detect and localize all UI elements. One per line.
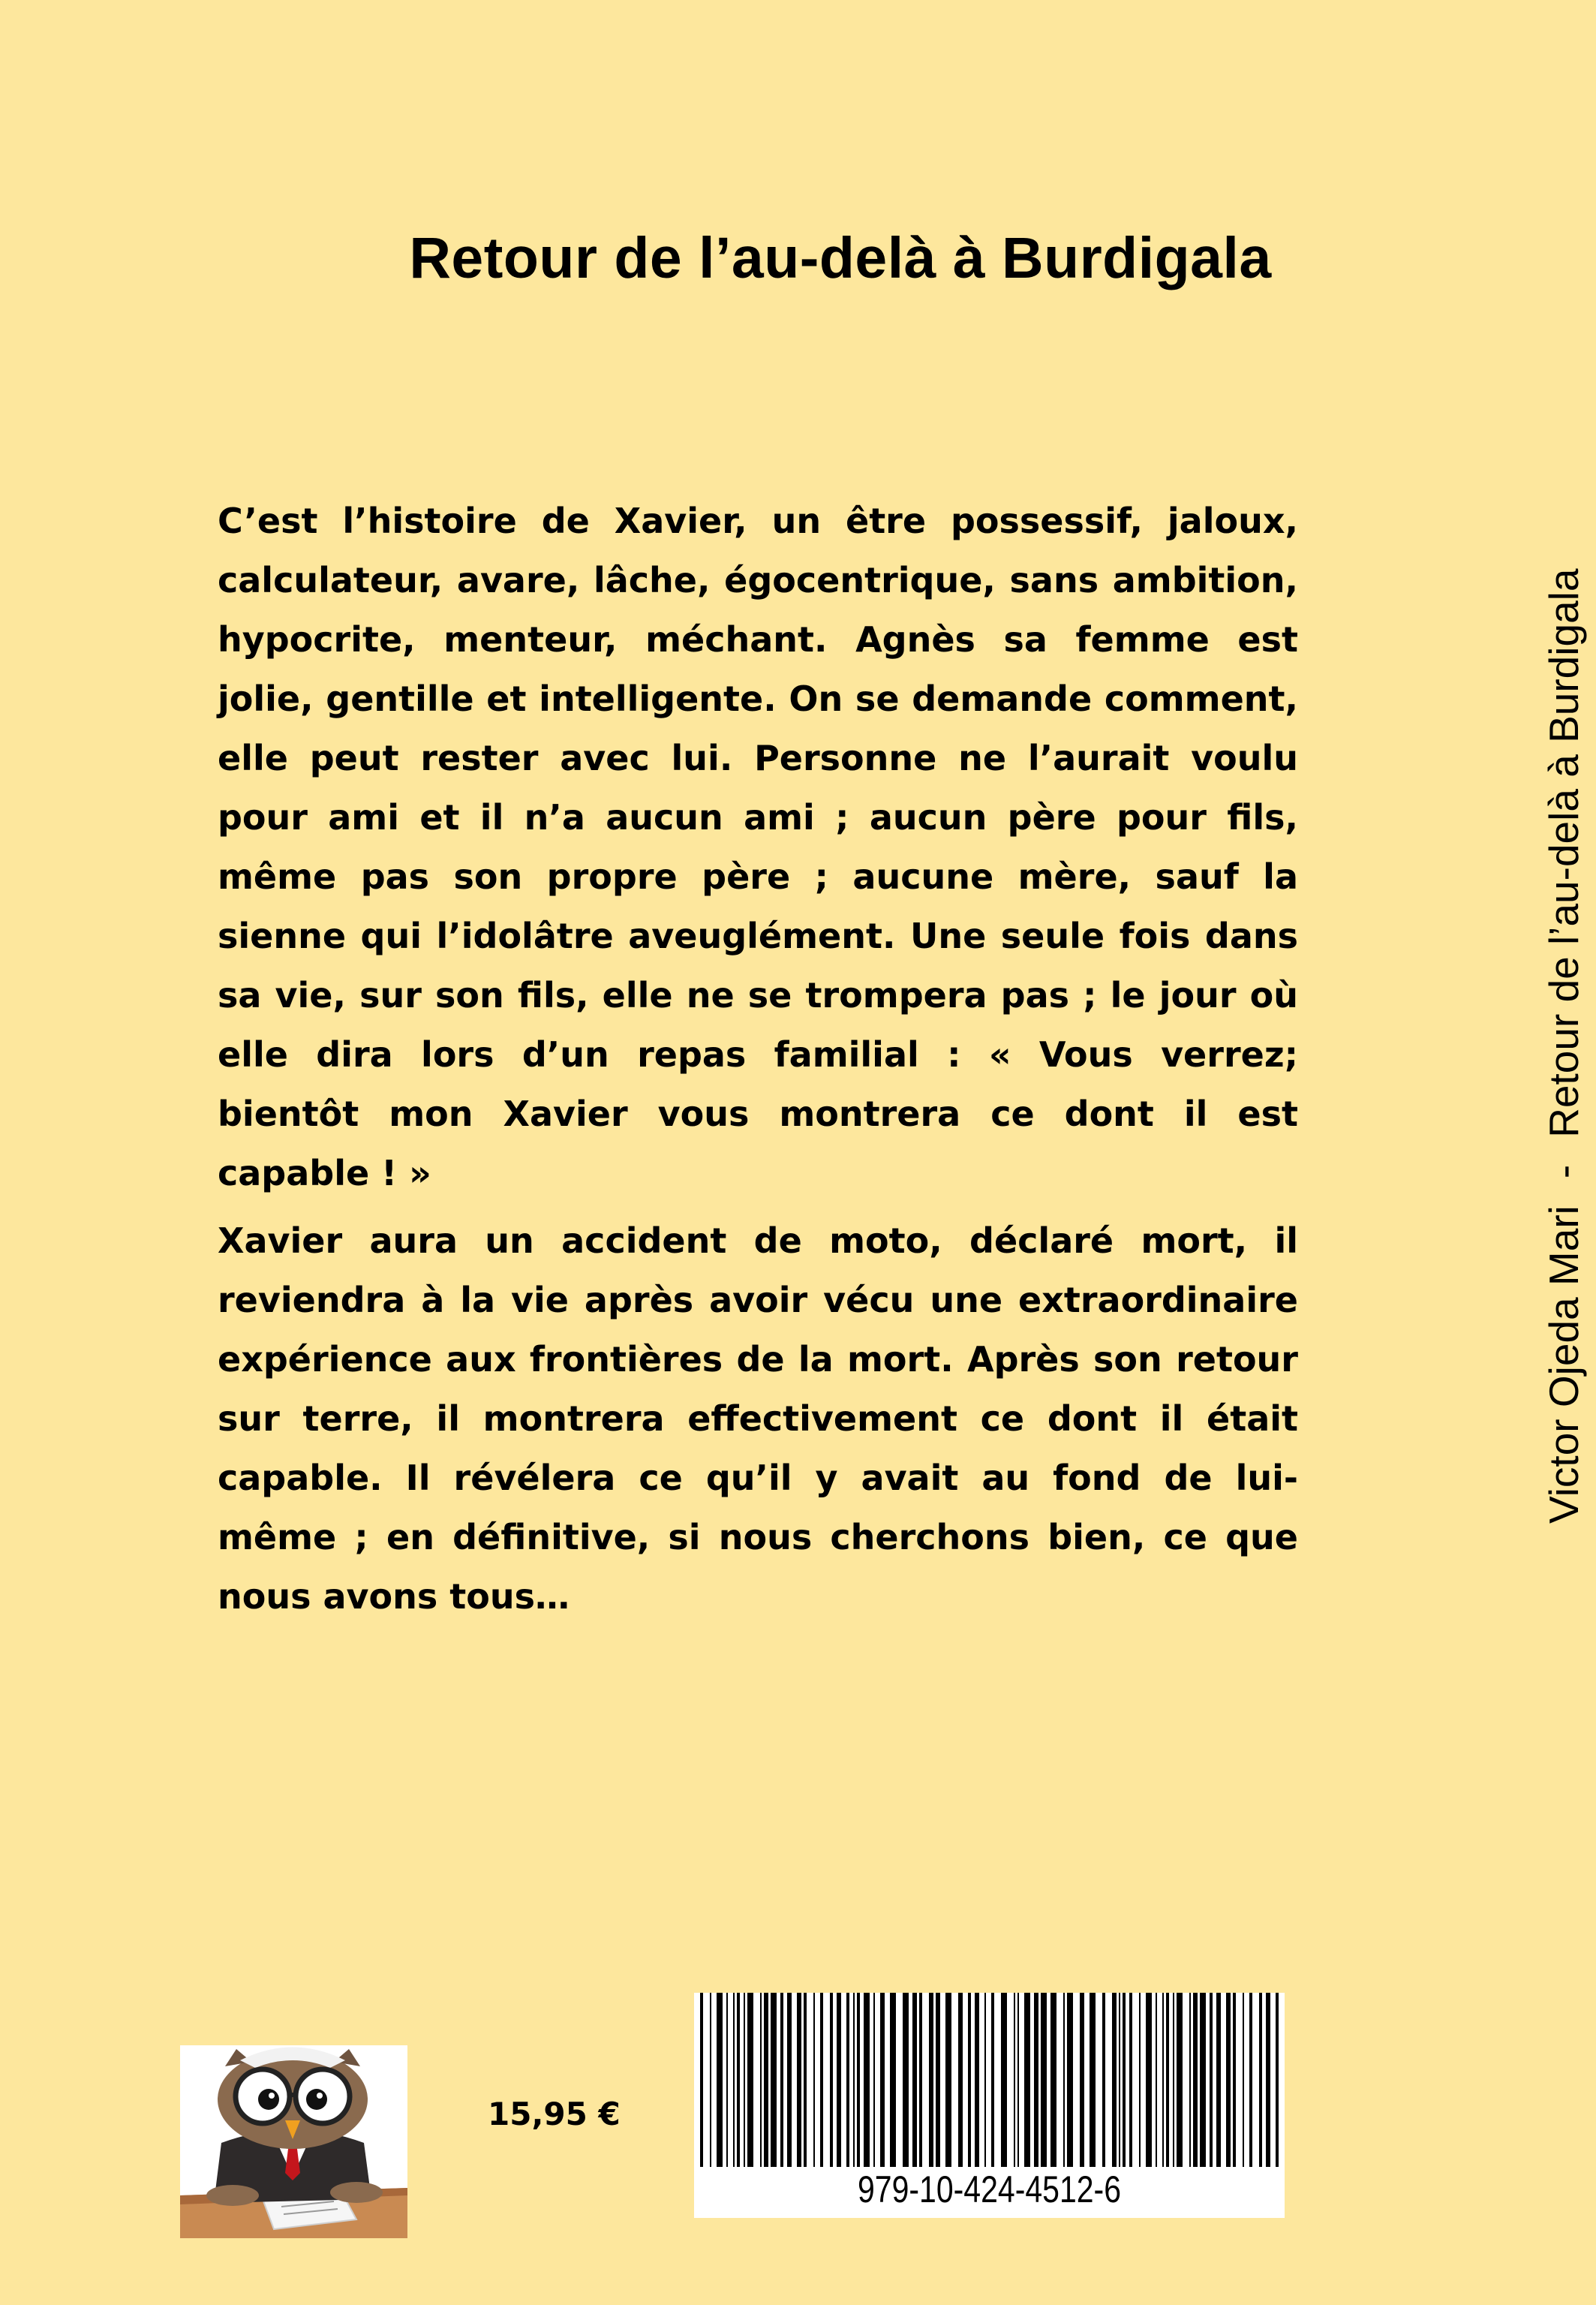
barcode-bar: [919, 1993, 922, 2167]
barcode-bar: [737, 1993, 740, 2167]
barcode-bar: [1063, 1993, 1065, 2167]
barcode-bar: [1129, 1993, 1132, 2167]
barcode-bar: [1067, 1993, 1073, 2167]
barcode-bar: [700, 1993, 703, 2167]
barcode-bar: [837, 1993, 841, 2167]
price-label: 15,95 €: [488, 2096, 621, 2132]
barcode-bar: [864, 1993, 870, 2167]
barcode-bar: [797, 1993, 801, 2167]
barcode-bar: [1249, 1993, 1252, 2167]
book-title: Retour de l’au-delà à Burdigala: [409, 226, 1272, 290]
barcode-bar: [1233, 1993, 1236, 2167]
barcode-bar: [857, 1993, 860, 2167]
barcode-bar: [975, 1993, 979, 2167]
barcode-bar: [1189, 1993, 1191, 2167]
barcode-bar: [733, 1993, 735, 2167]
barcode-bar: [1200, 1993, 1206, 2167]
barcode-bar: [747, 1993, 753, 2167]
barcode-bar: [780, 1993, 783, 2167]
barcode-bar: [1102, 1993, 1105, 2167]
barcode-bar: [813, 1993, 815, 2167]
barcode-bar: [1259, 1993, 1262, 2167]
barcode-bar: [853, 1993, 855, 2167]
barcode-bar: [1001, 1993, 1007, 2167]
barcode-bar: [846, 1993, 849, 2167]
barcode-bar: [936, 1993, 940, 2167]
barcode-bar: [984, 1993, 986, 2167]
barcode-bar: [880, 1993, 885, 2167]
barcode-bar: [1112, 1993, 1117, 2167]
isbn-barcode: [694, 1993, 1285, 2218]
barcode-bar: [820, 1993, 823, 2167]
barcode-bar: [1041, 1993, 1047, 2167]
barcode-bar: [744, 1993, 745, 2167]
barcode-bar: [764, 1993, 768, 2167]
blurb-paragraph: C’est l’histoire de Xavier, un être possessif, jaloux, calculateur, avare, lâche, égocentrique, sans ambition, hypocrite, menteur, méchant. Agnès sa femme est jolie, gentille et intelligente. On se demande comment, elle peut rester avec lui. Personne ne l’aurait voulu pour ami et il n’a aucun ami ; aucun père pour fils, même pas son propre père ; aucune mère, sauf la sienne qui l’idolâtre aveuglément. Une seule fois dans sa vie, sur son fils, elle ne se trompera pas ; le jour où elle dira lors d’un repas familial : « Vous verrez; bientôt mon Xavier vous montrera ce dont il est capable ! »: [218, 501, 1298, 1193]
barcode-bar: [717, 1993, 723, 2167]
barcode-bar: [903, 1993, 909, 2167]
barcode-bar: [1034, 1993, 1038, 2167]
owl-publisher-logo-icon: [180, 2045, 407, 2238]
spine-title: Retour de l’au-delà à Burdigala: [1540, 568, 1587, 1138]
barcode-bar: [1166, 1993, 1169, 2167]
spine-text: [1537, 569, 1590, 1524]
barcode-bar: [1080, 1993, 1084, 2167]
back-cover-blurb: [218, 492, 1298, 1626]
barcode-bar: [1276, 1993, 1279, 2167]
barcode-bar: [1243, 1993, 1244, 2167]
barcode-bar: [1119, 1993, 1120, 2167]
barcode-bar: [771, 1993, 777, 2167]
barcode-bar: [1156, 1993, 1157, 2167]
barcode-bar: [1139, 1993, 1141, 2167]
barcode-bar: [890, 1993, 896, 2167]
barcode-bar: [958, 1993, 963, 2167]
barcode-bar: [945, 1993, 951, 2167]
barcode-bar: [1177, 1993, 1183, 2167]
isbn-number: 979-10-424-4512-6: [857, 2168, 1122, 2210]
barcode-bar: [991, 1993, 994, 2167]
barcode-bar: [873, 1993, 875, 2167]
barcode-bar: [1024, 1993, 1030, 2167]
barcode-bar: [726, 1993, 728, 2167]
barcode-bar: [929, 1993, 933, 2167]
barcode-bar: [1123, 1993, 1126, 2167]
barcode-bar: [1173, 1993, 1174, 2167]
barcode-bar: [710, 1993, 711, 2167]
barcode-bar: [1050, 1993, 1056, 2167]
barcode-bar: [968, 1993, 971, 2167]
barcode-bar: [1226, 1993, 1231, 2167]
barcode-bar: [830, 1993, 833, 2167]
barcode-bar: [787, 1993, 792, 2167]
barcode-bar: [1216, 1993, 1221, 2167]
barcode-bar: [1210, 1993, 1213, 2167]
barcode-bar: [1266, 1993, 1270, 2167]
barcode-bar: [1090, 1993, 1096, 2167]
barcode-bar: [1017, 1993, 1019, 2167]
barcode-bar: [1146, 1993, 1152, 2167]
barcode-bar: [804, 1993, 807, 2167]
barcode-bar: [1014, 1993, 1015, 2167]
barcode-bar: [912, 1993, 917, 2167]
blurb-paragraph: Xavier aura un accident de moto, déclaré mort, il reviendra à la vie après avoir vécu une extraordinaire expérience aux frontières de la mort. Après son retour sur terre, il montrera effectivement ce dont il était capable. Il révélera ce qu’il y avait au fond de lui-même ; en définitive, si nous cherchons bien, ce que nous avons tous…: [218, 1220, 1298, 1617]
barcode-bar: [1162, 1993, 1164, 2167]
spine-separator: -: [1540, 1164, 1587, 1179]
barcode-bar: [1193, 1993, 1198, 2167]
spine-author: Victor Ojeda Mari: [1540, 1205, 1587, 1524]
barcode-bar: [760, 1993, 762, 2167]
